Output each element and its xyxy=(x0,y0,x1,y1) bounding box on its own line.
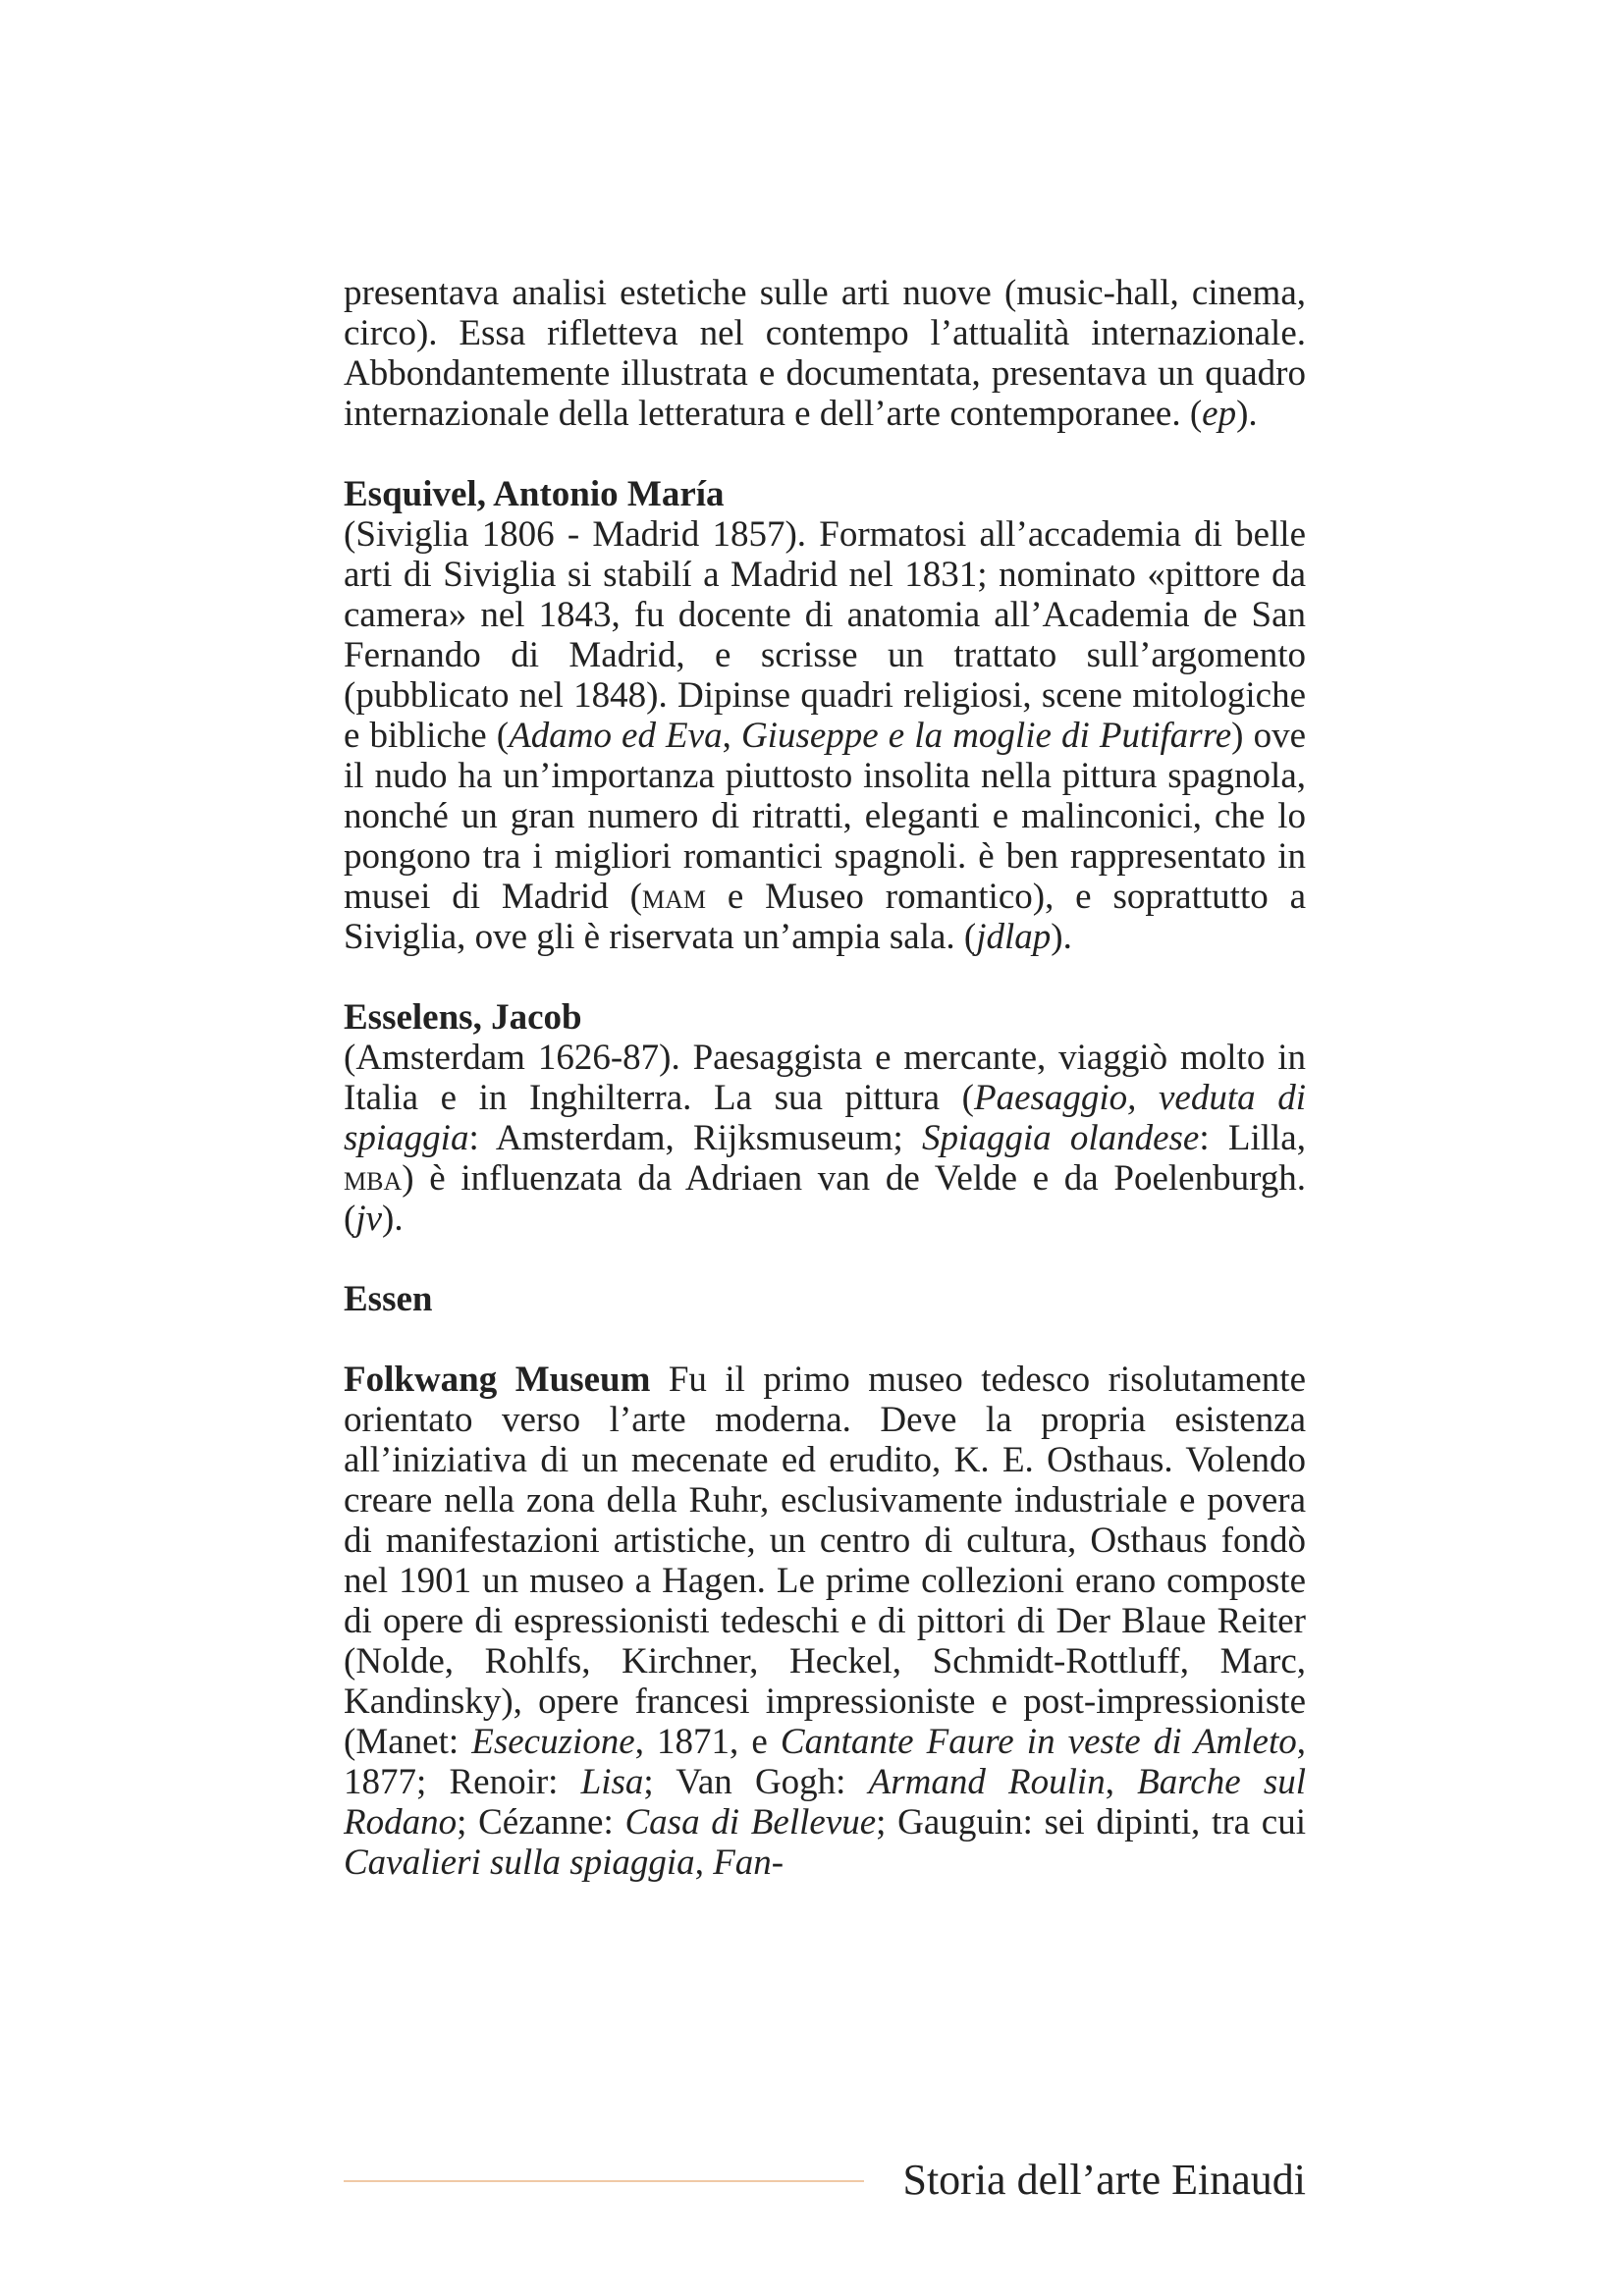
artwork-title: Barche sul Rodano xyxy=(344,1762,1307,1842)
museum-abbreviation: mba xyxy=(344,1158,403,1199)
entry-body: (Siviglia 1806 - Madrid 1857). Formatosi all’accademia di belle arti di Siviglia si stabilí a Madrid nel 1831; nominato «pittore da camera» nel 1843, fu docente di anatomia all’Academia de San Fernando di Madrid, e scrisse un trattato sull’argomento (pubblicato nel 1848). Dipinse quadri religiosi, scene mitologiche e bibliche (Adamo ed Eva, Giuseppe e la moglie di Putifarre) ove il nudo ha un’importanza piuttosto insolita nella pittura spagnola, nonché un gran numero di ritratti, eleganti e malinconici, che lo pongono tra i migliori romantici spagnoli. è ben rappresentato in musei di Madrid (mam e Museo romantico), e soprattutto a Siviglia, ove gli è riservata un’ampia sala. (jdlap). xyxy=(344,514,1307,957)
entry-esselens xyxy=(344,997,1306,1239)
entry-body: (Amsterdam 1626-87). Paesaggista e mercante, viaggiò molto in Italia e in Inghilterra. La sua pittura (Paesaggio, veduta di spiaggia: Amsterdam, Rijksmuseum; Spiaggia olandese: Lilla, mba) è influenzata da Adriaen van de Velde e da Poelenburgh. (jv). xyxy=(344,1038,1306,1239)
artwork-title: Cantante Faure in veste di Amleto xyxy=(780,1722,1297,1762)
entry-subtitle: Folkwang Museum xyxy=(344,1360,651,1400)
artwork-title: Giuseppe e la moglie di Putifarre xyxy=(740,716,1232,756)
artwork-title: Armand Roulin xyxy=(868,1762,1106,1802)
museum-abbreviation: mam xyxy=(642,877,707,917)
entry-essen xyxy=(344,1279,1306,1883)
footer-divider xyxy=(344,2180,864,2182)
footer-publication-title: Storia dell’arte Einaudi xyxy=(902,2156,1306,2204)
artwork-title: Cavalieri sulla spiaggia xyxy=(344,1842,695,1883)
page-text-column xyxy=(344,273,1306,1883)
author-initials: jv xyxy=(355,1199,383,1239)
artwork-title: Fan- xyxy=(713,1842,784,1883)
entry-title: Esselens, Jacob xyxy=(344,997,582,1038)
artwork-title: Adamo ed Eva xyxy=(509,716,723,756)
artwork-title: Paesaggio, veduta di spiaggia xyxy=(344,1078,1306,1158)
artwork-title: Esecuzione xyxy=(471,1722,635,1762)
artwork-title: Spiaggia olandese xyxy=(922,1118,1200,1158)
entry-title: Esquivel, Antonio María xyxy=(344,474,725,514)
artwork-title: Lisa xyxy=(580,1762,644,1802)
entry-title: Essen xyxy=(344,1279,433,1319)
intro-author-initials: ep xyxy=(1202,394,1237,434)
entry-body: Folkwang Museum Fu il primo museo tedesco risolutamente orientato verso l’arte moderna. Deve la propria esistenza all’iniziativa di un mecenate ed erudito, K. E. Osthaus. Volendo creare nella zona della Ruhr, esclusivamente industriale e povera di manifestazioni artistiche, un centro di cultura, Osthaus fondò nel 1901 un museo a Hagen. Le prime collezioni erano composte di opere di espressionisti tedeschi e di pittori di Der Blaue Reiter (Nolde, Rohlfs, Kirchner, Heckel, Schmidt-Rottluff, Marc, Kandinsky), opere francesi impressioniste e post-impressioniste (Manet: Esecuzione, 1871, e Cantante Faure in veste di Amleto, 1877; Renoir: Lisa; Van Gogh: Armand Roulin, Barche sul Rodano; Cézanne: Casa di Bellevue; Gauguin: sei dipinti, tra cui Cavalieri sulla spiaggia, Fan- xyxy=(344,1360,1307,1883)
intro-paragraph: presentava analisi estetiche sulle arti nuove (music-hall, cinema, circo). Essa rifletteva nel contempo l’attualità internazionale. Abbondantemente illustrata e documentata, presentava un quadro internazionale della letteratura e dell’arte contemporanee. (ep). xyxy=(344,273,1306,434)
author-initials: jdlap xyxy=(976,917,1052,957)
entry-esquivel xyxy=(344,474,1306,957)
artwork-title: Casa di Bellevue xyxy=(624,1802,877,1842)
